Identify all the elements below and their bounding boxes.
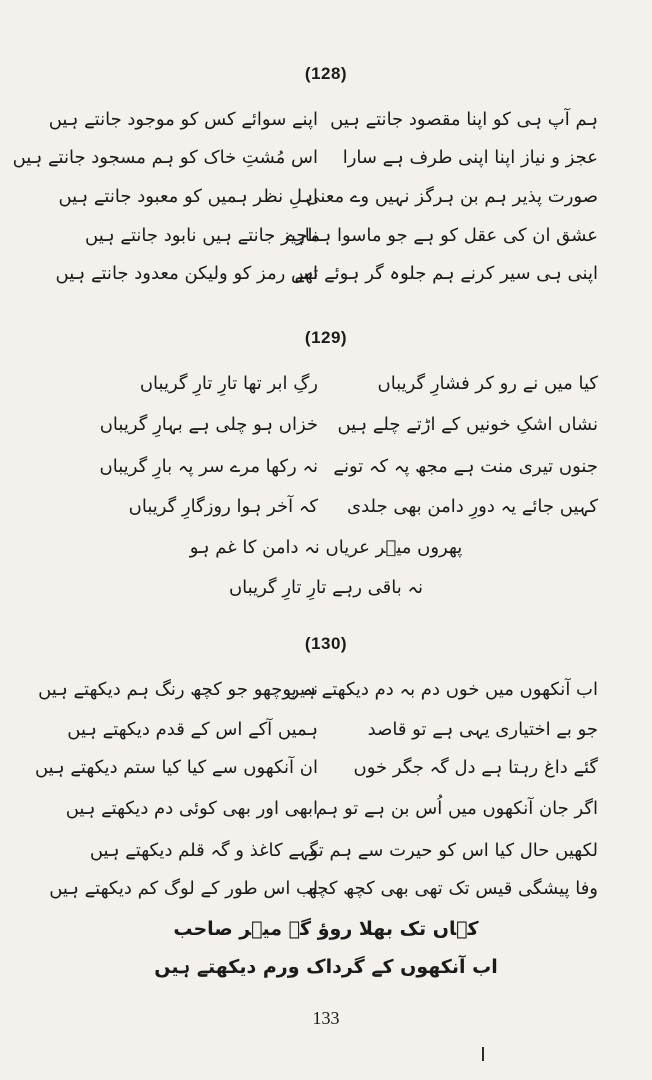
couplet <box>58 834 598 868</box>
first-hemistich: اپنی ہی سیر کرنے ہم جلوہ گر ہوئے تھے <box>294 263 598 284</box>
second-hemistich: نہ پوچھو جو کچھ رنگ ہم دیکھتے ہیں <box>38 679 318 700</box>
second-hemistich: ہمیں آکے اس کے قدم دیکھتے ہیں <box>67 719 318 740</box>
couplet <box>58 450 598 484</box>
first-hemistich: نشاں اشکِ خونیں کے اڑتے چلے ہیں <box>337 414 598 435</box>
couplet <box>58 180 598 214</box>
first-hemistich: گئے داغ رہتا ہے دل گہ جگر خوں <box>353 757 598 778</box>
couplet <box>58 219 598 253</box>
second-hemistich: اپنے سوائے کس کو موجود جانتے ہیں <box>48 109 318 130</box>
couplet <box>58 713 598 747</box>
second-hemistich: رگِ ابر تھا تارِ تارِ گریباں <box>139 373 318 394</box>
second-hemistich: نہ رکھا مرے سر پہ بارِ گریباں <box>99 456 318 477</box>
first-hemistich: صورت پذیر ہم بن ہرگز نہیں وے معنی <box>305 186 598 207</box>
poem-number-130: (130) <box>304 634 348 653</box>
second-hemistich: ابھی اور بھی کوئی دم دیکھتے ہیں <box>65 798 318 819</box>
first-hemistich: لکھیں حال کیا اس کو حیرت سے ہم تو <box>309 840 598 861</box>
second-hemistich: ناچیز جانتے ہیں نابود جانتے ہیں <box>85 225 318 246</box>
first-hemistich: کہیں جائے یہ دورِ دامن بھی جلدی <box>347 496 598 517</box>
first-hemistich: اب آنکھوں میں خوں دم بہ دم دیکھتے ہیں <box>286 679 598 700</box>
couplet <box>12 141 598 175</box>
margin-mark <box>482 1047 484 1061</box>
couplet <box>58 792 598 826</box>
second-hemistich: خزاں ہو چلی ہے بہارِ گریباں <box>99 414 318 435</box>
first-hemistich: عشق ان کی عقل کو ہے جو ماسوا ہمارے <box>285 225 598 246</box>
poem-number-129: (129) <box>304 328 348 347</box>
couplet <box>55 257 598 291</box>
second-hemistich: اس رمز کو ولیکن معدود جانتے ہیں <box>55 263 318 284</box>
second-hemistich: کہ آخر ہوا روزگارِ گریباں <box>128 496 318 517</box>
poem-number-128: (128) <box>304 64 348 83</box>
page-number: 133 <box>312 1008 340 1028</box>
second-hemistich: گہے کاغذ و گہ قلم دیکھتے ہیں <box>89 840 318 861</box>
first-hemistich: وفا پیشگی قیس تک تھی بھی کچھ کچھ <box>305 878 598 899</box>
second-hemistich: اس مُشتِ خاک کو ہم مسجود جانتے ہیں <box>12 147 318 168</box>
second-hemistich: ان آنکھوں سے کیا کیا ستم دیکھتے ہیں <box>34 757 318 778</box>
closing-line: نہ باقی رہے تارِ تارِ گریباں <box>228 577 424 598</box>
second-hemistich: اہلِ نظر ہمیں کو معبود جانتے ہیں <box>58 186 318 207</box>
couplet <box>38 673 598 707</box>
couplet <box>58 367 598 401</box>
first-hemistich: اگر جان آنکھوں میں اُس بن ہے تو ہم <box>315 798 598 819</box>
couplet <box>49 872 598 906</box>
couplet <box>48 103 598 137</box>
couplet <box>58 408 598 442</box>
first-hemistich: کیا میں نے رو کر فشارِ گریباں <box>377 373 598 394</box>
couplet <box>34 751 598 785</box>
closing-line: اب آنکھوں کے گرداک ورم دیکھتے ہیں <box>154 956 498 978</box>
closing-line: کہاں تک بھلا روؤ گے میؔر صاحب <box>173 918 479 940</box>
first-hemistich: عجز و نیاز اپنا اپنی طرف ہے سارا <box>342 147 598 168</box>
first-hemistich: ہم آپ ہی کو اپنا مقصود جانتے ہیں <box>330 109 598 130</box>
first-hemistich: جنوں تیری منت ہے مجھ پہ کہ تونے <box>333 456 598 477</box>
couplet <box>58 490 598 524</box>
closing-line: پھروں میؔر عریاں نہ دامن کا غم ہو <box>189 537 463 558</box>
second-hemistich: اب اس طور کے لوگ کم دیکھتے ہیں <box>49 878 318 899</box>
first-hemistich: جو بے اختیاری یہی ہے تو قاصد <box>367 719 598 740</box>
